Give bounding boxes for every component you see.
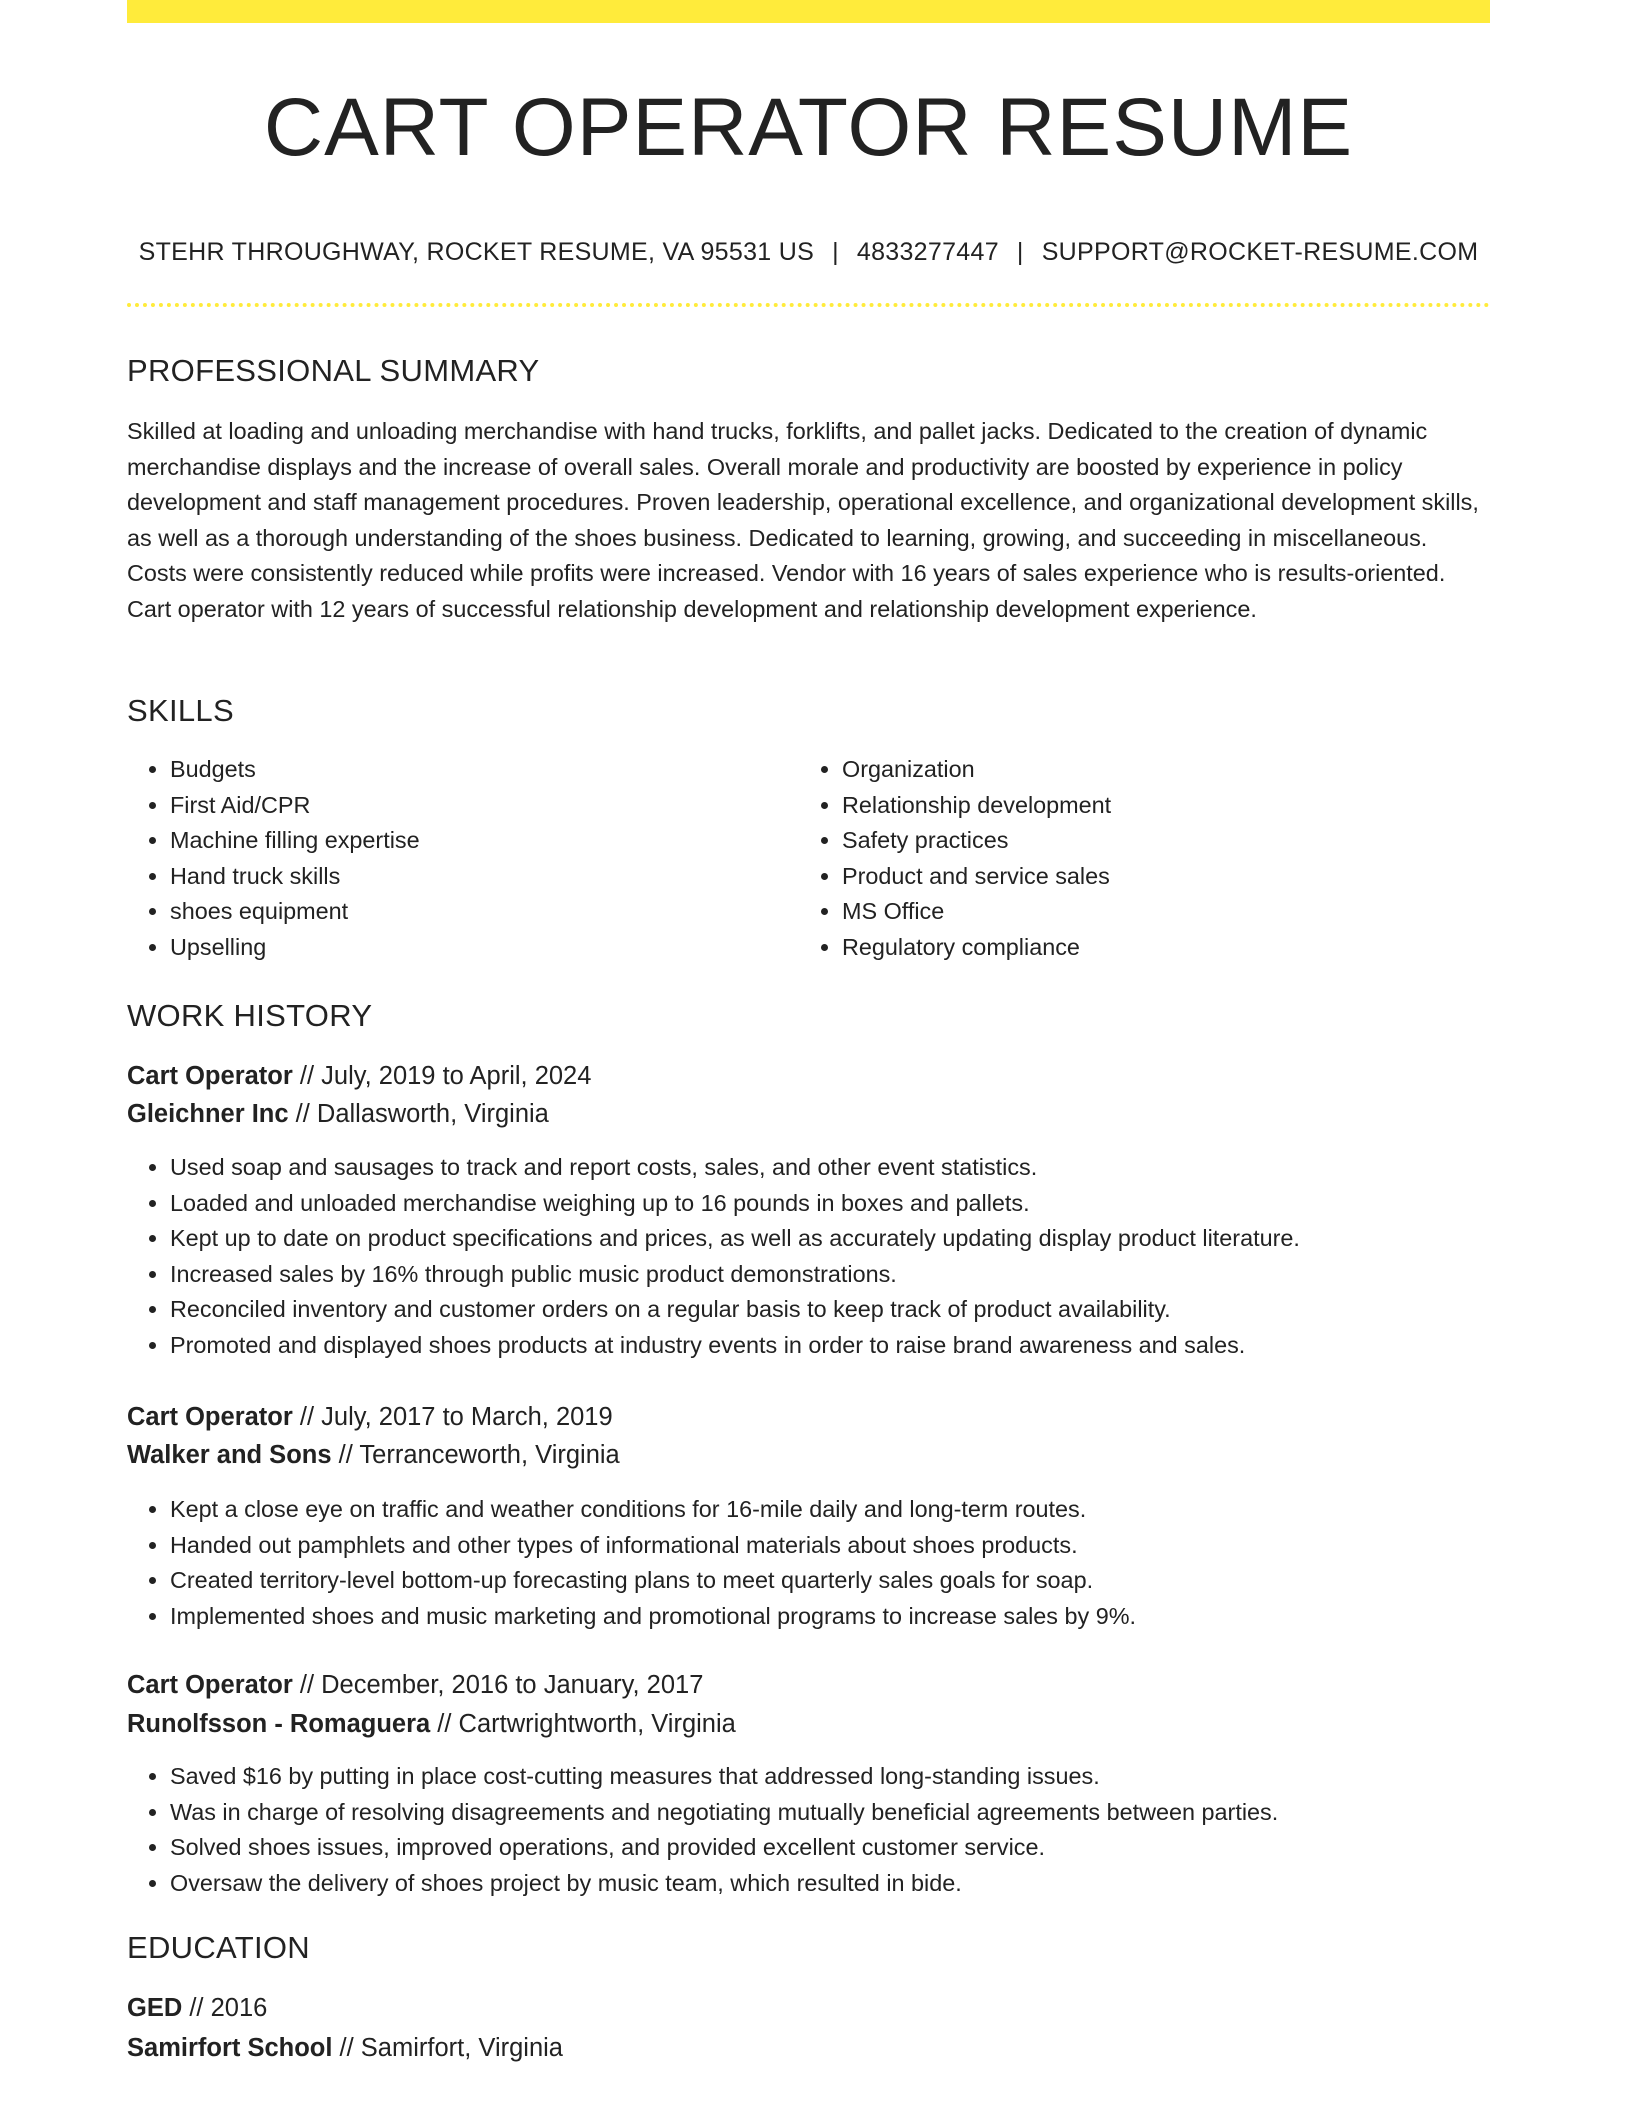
- education-degree: GED: [127, 1994, 183, 2022]
- list-item: • MS Office: [842, 894, 1482, 930]
- list-item: • Saved $16 by putting in place cost-cutting measures that addressed long-standing issues.: [170, 1759, 1490, 1795]
- list-item: • Implemented shoes and music marketing and promotional programs to increase sales by 9%.: [170, 1599, 1490, 1635]
- list-item: • Increased sales by 16% through public music product demonstrations.: [170, 1257, 1490, 1293]
- list-item: • Regulatory compliance: [842, 930, 1482, 966]
- list-item: • Loaded and unloaded merchandise weighing up to 16 pounds in boxes and pallets.: [170, 1186, 1490, 1222]
- contact-line: [127, 236, 1490, 268]
- summary-text: Skilled at loading and unloading merchandise with hand trucks, forklifts, and pallet jacks. Dedicated to the creation of dynamic merchandise displays and the increase of overall sales. Overall morale and productivity are boosted by experience in policy development and staff management procedures. Proven leadership, operational excellence, and organizational development skills, as well as a thorough understanding of the shoes business. Dedicated to learning, growing, and succeeding in miscellaneous. Costs were consistently reduced while profits were increased. Vendor with 16 years of sales experience who is results-oriented. Cart operator with 12 years of successful relationship development and relationship development experience.: [127, 418, 1479, 622]
- job-title-line: [127, 1398, 613, 1436]
- contact-separator: |: [832, 238, 839, 266]
- work-history-heading: WORK HISTORY: [127, 998, 373, 1033]
- job-dates: // December, 2016 to January, 2017: [292, 1671, 704, 1699]
- dotted-divider: [127, 303, 1490, 307]
- contact-phone: 4833277447: [856, 238, 999, 266]
- education-heading: EDUCATION: [127, 1930, 310, 1965]
- skills-heading: SKILLS: [127, 693, 234, 728]
- list-item: • First Aid/CPR: [170, 788, 790, 824]
- job-title-line: [127, 1057, 591, 1095]
- job-company-line: [127, 1436, 620, 1474]
- list-item: • Used soap and sausages to track and report costs, sales, and other event statistics.: [170, 1150, 1490, 1186]
- list-item: • shoes equipment: [170, 894, 790, 930]
- education-location: // Samirfort, Virginia: [332, 2034, 563, 2062]
- job-bullets: [127, 1492, 1490, 1634]
- contact-email: SUPPORT@ROCKET-RESUME.COM: [1041, 238, 1479, 266]
- education-year: // 2016: [182, 1994, 268, 2022]
- list-item: • Upselling: [170, 930, 790, 966]
- job-company: Gleichner Inc: [127, 1100, 289, 1128]
- list-item: • Created territory-level bottom-up forecasting plans to meet quarterly sales goals for soap.: [170, 1563, 1490, 1599]
- list-item: • Kept a close eye on traffic and weather conditions for 16-mile daily and long-term routes.: [170, 1492, 1490, 1528]
- job-bullets: [127, 1759, 1490, 1901]
- list-item: • Handed out pamphlets and other types of informational materials about shoes products.: [170, 1528, 1490, 1564]
- job-location: // Terranceworth, Virginia: [331, 1441, 620, 1469]
- list-item: • Relationship development: [842, 788, 1482, 824]
- education-school-line: [127, 2029, 563, 2067]
- accent-top-bar: [127, 0, 1490, 23]
- list-item: • Budgets: [170, 752, 790, 788]
- job-title-line: [127, 1666, 703, 1704]
- list-item: • Organization: [842, 752, 1482, 788]
- job-dates: // July, 2017 to March, 2019: [292, 1403, 613, 1431]
- job-dates: // July, 2019 to April, 2024: [292, 1062, 592, 1090]
- job-role: Cart Operator: [127, 1671, 293, 1699]
- list-item: • Promoted and displayed shoes products at industry events in order to raise brand awareness and sales.: [170, 1328, 1490, 1364]
- job-company-line: [127, 1095, 549, 1133]
- list-item: • Safety practices: [842, 823, 1482, 859]
- education-degree-line: [127, 1989, 267, 2027]
- list-item: • Hand truck skills: [170, 859, 790, 895]
- job-role: Cart Operator: [127, 1062, 293, 1090]
- list-item: • Kept up to date on product specifications and prices, as well as accurately updating display product literature.: [170, 1221, 1490, 1257]
- job-role: Cart Operator: [127, 1403, 293, 1431]
- list-item: • Oversaw the delivery of shoes project by music team, which resulted in bide.: [170, 1866, 1490, 1902]
- contact-address: STEHR THROUGHWAY, ROCKET RESUME, VA 95531 US: [138, 238, 815, 266]
- resume-title: CART OPERATOR RESUME: [263, 82, 1354, 173]
- job-company: Walker and Sons: [127, 1441, 332, 1469]
- list-item: • Was in charge of resolving disagreements and negotiating mutually beneficial agreements between parties.: [170, 1795, 1490, 1831]
- contact-separator: |: [1016, 238, 1024, 266]
- job-company-line: [127, 1705, 736, 1743]
- job-location: // Cartwrightworth, Virginia: [430, 1710, 736, 1738]
- education-school: Samirfort School: [127, 2034, 333, 2062]
- list-item: • Machine filling expertise: [170, 823, 790, 859]
- skills-list-right: [799, 752, 1482, 966]
- summary-heading: PROFESSIONAL SUMMARY: [127, 353, 540, 388]
- job-company: Runolfsson - Romaguera: [127, 1710, 431, 1738]
- job-location: // Dallasworth, Virginia: [288, 1100, 549, 1128]
- list-item: • Reconciled inventory and customer orders on a regular basis to keep track of product availability.: [170, 1292, 1490, 1328]
- job-bullets: [127, 1150, 1490, 1364]
- list-item: • Solved shoes issues, improved operations, and provided excellent customer service.: [170, 1830, 1490, 1866]
- skills-list-left: [127, 752, 790, 966]
- list-item: • Product and service sales: [842, 859, 1482, 895]
